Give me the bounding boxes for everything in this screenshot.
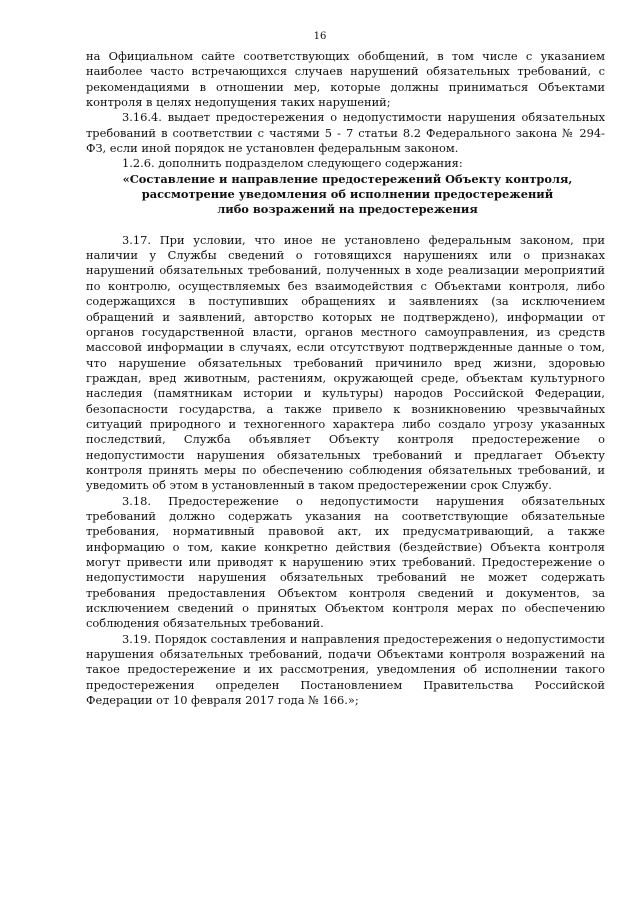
section-heading-line-2: рассмотрение уведомления об исполнении предостережений — [141, 187, 554, 202]
paragraph-3-18: 3.18. Предостережение о недопустимости нарушения обязательных требований должно содержать указания на соответствующие обязательные требования, нормативный правовой акт, их предусматривающий, а также информацию о том, какие конкретно действия (бездействие) Объекта контроля могут привести или приводят к нарушению этих требований. Предостережение о недопустимости нарушения обязательных требований не может содержать требования предоставления Объектом контроля сведений и документов, за исключением сведений о принятых Объектом контроля мерах по обеспечению соблюдения обязательных требований. — [86, 493, 605, 631]
section-heading-line-1: «Составление и направление предостережений Объекту контроля, — [122, 171, 573, 186]
paragraph-continuation: на Официальном сайте соответствующих обобщений, в том числе с указанием наиболее часто встречающихся случаев нарушений обязательных требований, с рекомендациями в отношении мер, которые должны приниматься Объектами контроля в целях недопущения таких нарушений; — [86, 49, 605, 110]
paragraph-1-2-6: 1.2.6. дополнить подразделом следующего содержания: — [122, 156, 463, 171]
paragraph-3-16-4: 3.16.4. выдает предостережения о недопустимости нарушения обязательных требований в соответствии с частями 5 - 7 статьи 8.2 Федерального закона № 294-ФЗ, если иной порядок не установлен федеральным законом. — [86, 110, 605, 156]
spacer — [86, 218, 605, 233]
document-body — [86, 49, 605, 708]
page-number: 16 — [313, 31, 327, 42]
paragraph-3-17: 3.17. При условии, что иное не установлено федеральным законом, при наличии у Службы сведений о готовящихся нарушениях или о признаках нарушений обязательных требований, полученных в ходе реализации мероприятий по контролю, осуществляемых без взаимодействия с Объектами контроля, либо содержащихся в поступивших обращениях и заявлениях (за исключением обращений и заявлений, авторство которых не подтверждено), информации от органов государственной власти, органов местного самоуправления, из средств массовой информации в случаях, если отсутствуют подтвержденные данные о том, что нарушение обязательных требований причинило вред жизни, здоровью граждан, вред животным, растениям, окружающей среде, объектам культурного наследия (памятникам истории и культуры) народов Российской Федерации, безопасности государства, а также привело к возникновению чрезвычайных ситуаций природного и техногенного характера либо создало угрозу указанных последствий, Служба объявляет Объекту контроля предостережение о недопустимости нарушения обязательных требований и предлагает Объекту контроля принять меры по обеспечению соблюдения обязательных требований, и уведомить об этом в установленный в таком предостережении срок Службу. — [86, 232, 605, 493]
paragraph-3-19: 3.19. Порядок составления и направления предостережения о недопустимости нарушения обязательных требований, подачи Объектами контроля возражений на такое предостережение и их рассмотрения, уведомления об исполнении такого предостережения определен Постановлением Правительства Российской Федерации от 10 февраля 2017 года № 166.»; — [86, 631, 605, 708]
section-heading-line-3: либо возражений на предостережения — [217, 202, 478, 217]
